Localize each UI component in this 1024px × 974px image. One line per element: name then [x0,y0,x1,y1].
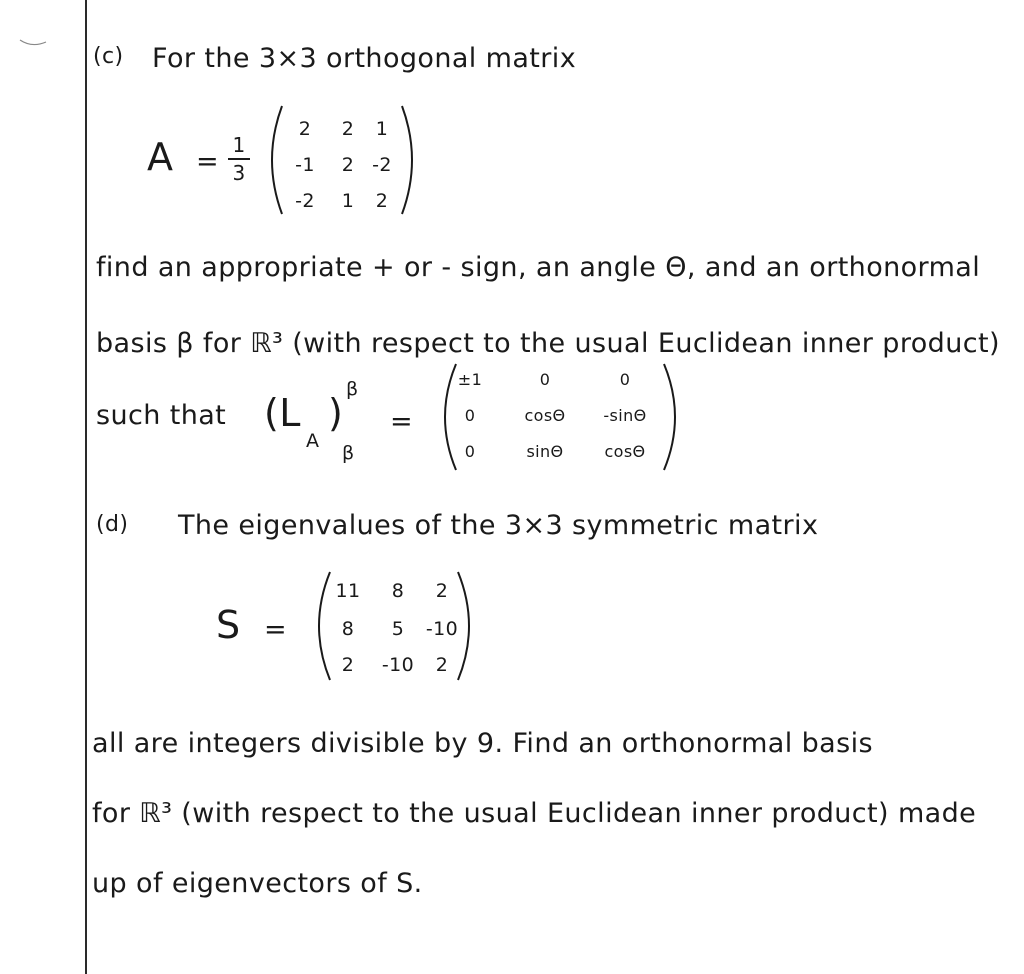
operator-l-close: ) [328,391,344,435]
rotation-matrix-cell: 0 [539,370,551,389]
scalar-numerator: 1 [232,133,246,157]
rotation-matrix-cell: ±1 [457,370,483,389]
matrix-s-cell: 11 [335,580,361,602]
stray-pen-mark [18,36,48,50]
matrix-a-cell: 2 [375,190,389,212]
part-d-line-3: up of eigenvectors of S. [92,868,423,899]
matrix-s-equals: = [264,614,288,645]
matrix-a-name: A [147,135,174,179]
part-c-find-line-1: find an appropriate + or - sign, an angle Θ, and an orthonormal [96,252,981,283]
matrix-a-cell: 2 [341,154,355,176]
matrix-a-cell: -1 [295,154,315,176]
matrix-a-cell: -2 [372,154,392,176]
rotation-matrix-cell: 0 [619,370,631,389]
part-d-intro: The eigenvalues of the 3×3 symmetric matrix [178,510,819,541]
part-c-find-line-2: basis β for ℝ³ (with respect to the usual Euclidean inner product) [96,328,1000,359]
rotation-matrix-cell: cosΘ [524,406,566,425]
basis-subscript: β [342,442,355,464]
matrix-s-cell: 2 [341,654,355,676]
part-c-label: (c) [93,44,124,69]
matrix-a-cell: 1 [375,118,389,140]
matrix-a-cell: -2 [295,190,315,212]
matrix-a-cell: 2 [341,118,355,140]
matrix-a-equals: = [196,146,220,177]
scalar-fraction [228,135,250,183]
matrix-s-cell: 2 [435,580,449,602]
rotation-matrix-left-paren [434,362,460,472]
matrix-s-left-paren [308,570,334,682]
rotation-matrix-cell: sinΘ [526,442,564,461]
part-d-line-2: for ℝ³ (with respect to the usual Euclidean inner product) made [92,798,977,829]
fraction-bar [228,158,250,160]
rotation-equals: = [390,406,414,437]
matrix-s-cell: -10 [425,618,459,640]
operator-l-open: (L [264,391,301,435]
part-d-line-1: all are integers divisible by 9. Find an orthonormal basis [92,728,873,759]
such-that-text: such that [96,400,227,431]
part-c-intro: For the 3×3 orthogonal matrix [152,43,577,74]
rotation-matrix-cell: -sinΘ [603,406,647,425]
matrix-s-cell: 2 [435,654,449,676]
matrix-a-left-paren [262,104,286,216]
operator-l-subscript: A [306,430,320,452]
rotation-matrix-right-paren [660,362,686,472]
rotation-matrix-cell: cosΘ [604,442,646,461]
part-d-label: (d) [96,512,129,537]
matrix-s-cell: 5 [391,618,405,640]
matrix-s-cell: 8 [341,618,355,640]
matrix-s-cell: 8 [391,580,405,602]
matrix-a-right-paren [398,104,422,216]
rotation-matrix-cell: 0 [464,442,476,461]
matrix-a-cell: 2 [298,118,312,140]
scalar-denominator: 3 [232,161,246,185]
matrix-s-name: S [216,603,241,647]
basis-superscript: β [346,378,359,400]
matrix-s-cell: -10 [381,654,415,676]
margin-line [85,0,87,974]
matrix-a-cell: 1 [341,190,355,212]
rotation-matrix-cell: 0 [464,406,476,425]
